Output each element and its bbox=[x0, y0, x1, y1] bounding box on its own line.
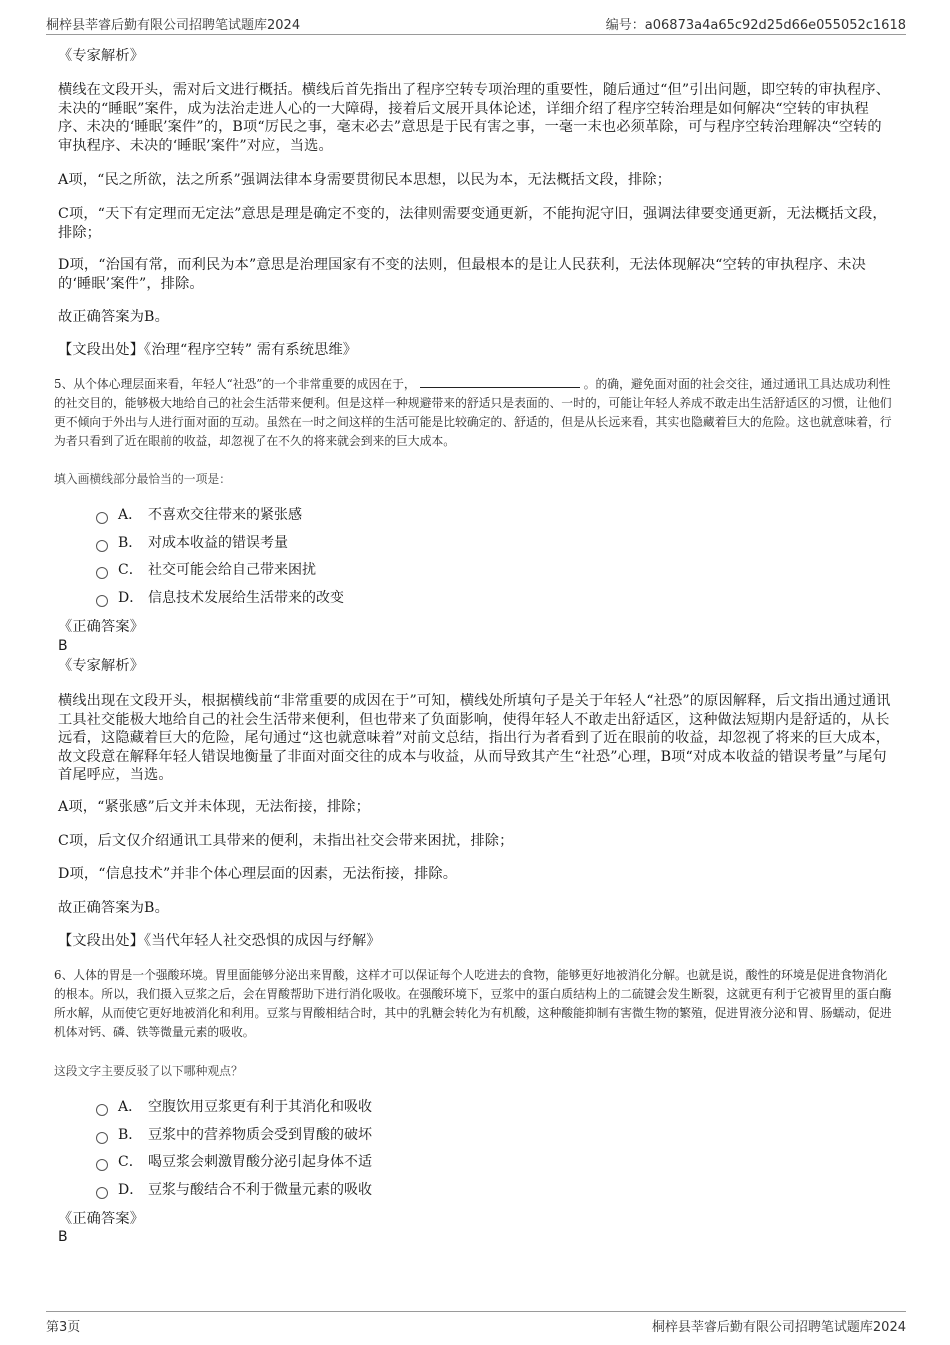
q5-option-b[interactable] bbox=[96, 531, 288, 553]
option-text: 喝豆浆会刺激胃酸分泌引起身体不适 bbox=[148, 1154, 372, 1170]
answer-blank bbox=[420, 377, 580, 388]
q6-answer: B bbox=[58, 1229, 68, 1245]
q4-analysis: 横线在文段开头，需对后文进行概括。横线后首先指出了程序空转专项治理的重要性，随后通过“但”引出问题，即空转的审执程序、未决的“睡眠”案件，成为法治走进人心的一大障碍，接着后文展开具体论述，详细介绍了程序空转治理是如何解决“空转的审执程序、未决的‘睡眠’案件”的，B项“厉民之事，毫末必去”意思是于民有害之事，一毫一末也必须革除，可与程序空转治理解决“空转的审执程序、未决的‘睡眠’案件”对应，当选。 bbox=[58, 82, 891, 154]
q4-option-c-analysis: C项，“天下有定理而无定法”意思是理是确定不变的，法律则需要变通更新，不能拘泥守旧，强调法律要变通更新，无法概括文段，排除； bbox=[58, 206, 887, 241]
q4-source: 【文段出处】《治理“程序空转” 需有系统思维》 bbox=[58, 342, 358, 358]
page-header bbox=[46, 14, 906, 35]
q5-stem-after: 。的确，避免面对面的社会交往，通过通讯工具达成功利性的社交目的，能够极大地给自己的社会生活带来便利。但是这样一种规避带来的舒适只是表面的、一时的，可能让年轻人养成不敢走出生活舒适区的习惯，让他们更不倾向于外出与人进行面对面的互动。虽然在一时之间这样的生活可能是比较确定的、舒适的，但是从长远来看，其实也隐藏着巨大的危险。这也就意味着，行为者只看到了近在眼前的收益，却忽视了在不久的将来就会到来的巨大成本。 bbox=[54, 377, 892, 448]
q5-option-a-analysis: A项，“紧张感”后文并未体现，无法衔接，排除； bbox=[58, 799, 370, 815]
radio-icon[interactable] bbox=[96, 595, 108, 607]
q4-conclusion: 故正确答案为B。 bbox=[58, 309, 169, 325]
q5-answer: B bbox=[58, 638, 68, 654]
option-text: 信息技术发展给生活带来的改变 bbox=[148, 590, 344, 606]
q5-option-c-analysis: C项，后文仅介绍通讯工具带来的便利，未指出社交会带来困扰，排除； bbox=[58, 833, 514, 849]
radio-icon[interactable] bbox=[96, 567, 108, 579]
q5-stem bbox=[54, 375, 894, 451]
option-text: 对成本收益的错误考量 bbox=[148, 535, 288, 551]
q5-expert-label: 《专家解析》 bbox=[58, 658, 145, 674]
q5-prompt: 填入画横线部分最恰当的一项是： bbox=[54, 472, 231, 486]
option-letter: D． bbox=[118, 1182, 144, 1198]
q5-answer-label: 《正确答案》 bbox=[58, 619, 145, 635]
q4-option-a-analysis: A项，“民之所欲，法之所系”强调法律本身需要贯彻民本思想，以民为本，无法概括文段，排除； bbox=[58, 172, 672, 188]
option-text: 豆浆中的营养物质会受到胃酸的破坏 bbox=[148, 1127, 372, 1143]
q5-option-d-analysis: D项，“信息技术”并非个体心理层面的因素，无法衔接，排除。 bbox=[58, 866, 458, 882]
q6-answer-label: 《正确答案》 bbox=[58, 1211, 145, 1227]
q5-option-a[interactable] bbox=[96, 503, 302, 525]
option-letter: C． bbox=[118, 1154, 143, 1170]
q5-option-d[interactable] bbox=[96, 586, 344, 608]
option-letter: A． bbox=[118, 1099, 143, 1115]
radio-icon[interactable] bbox=[96, 512, 108, 524]
option-letter: D． bbox=[118, 590, 144, 606]
radio-icon[interactable] bbox=[96, 1159, 108, 1171]
option-letter: A． bbox=[118, 507, 143, 523]
header-serial: 编号：a06873a4a65c92d25d66e055052c1618 bbox=[605, 18, 906, 33]
option-letter: B． bbox=[118, 1127, 143, 1143]
option-text: 空腹饮用豆浆更有利于其消化和吸收 bbox=[148, 1099, 372, 1115]
q5-source: 【文段出处】《当代年轻人社交恐惧的成因与纾解》 bbox=[58, 933, 381, 949]
header-title: 桐梓县莘睿后勤有限公司招聘笔试题库2024 bbox=[46, 18, 301, 33]
option-letter: B． bbox=[118, 535, 143, 551]
q6-option-a[interactable] bbox=[96, 1095, 372, 1117]
q6-option-b[interactable] bbox=[96, 1123, 372, 1145]
page-footer bbox=[46, 1311, 906, 1336]
page-number: 第3页 bbox=[46, 1320, 81, 1335]
q6-option-d[interactable] bbox=[96, 1178, 372, 1200]
radio-icon[interactable] bbox=[96, 1104, 108, 1116]
radio-icon[interactable] bbox=[96, 540, 108, 552]
q5-stem-before: 5、从个体心理层面来看，年轻人“社恐”的一个非常重要的成因在于， bbox=[54, 377, 416, 391]
radio-icon[interactable] bbox=[96, 1132, 108, 1144]
option-text: 豆浆与酸结合不利于微量元素的吸收 bbox=[148, 1182, 372, 1198]
q5-option-c[interactable] bbox=[96, 558, 316, 580]
option-text: 社交可能会给自己带来困扰 bbox=[148, 562, 316, 578]
q6-stem: 6、人体的胃是一个强酸环境。胃里面能够分泌出来胃酸，这样才可以保证每个人吃进去的食物，能够更好地被消化分解。也就是说，酸性的环境是促进食物消化的根本。所以，我们摄入豆浆之后，会在胃酸帮助下进行消化吸收。在强酸环境下，豆浆中的蛋白质结构上的二硫键会发生断裂，这就更有利于它被胃里的蛋白酶所水解，从而使它更好地被消化和利用。豆浆与胃酸相结合时，其中的乳糖会转化为有机酸，这种酸能抑制有害微生物的繁殖，促进胃液分泌和胃、肠蠕动，促进机体对钙、磷、铁等微量元素的吸收。 bbox=[54, 968, 892, 1039]
q5-analysis: 横线出现在文段开头，根据横线前“非常重要的成因在于”可知，横线处所填句子是关于年轻人“社恐”的原因解释，后文指出通过通讯工具社交能极大地给自己的社会生活带来便利，但也带来了负面影响，使得年轻人不敢走出舒适区，这种做法短期内是舒适的，从长远看，这隐藏着巨大的危险，尾句通过“这也就意味着”对前文总结，指出行为者看到了近在眼前的收益，却忽视了将来的巨大成本，故文段意在解释年轻人错误地衡量了非面对面交往的成本与收益，从而导致其产生“社恐”心理，B项“对成本收益的错误考量”与尾句首尾呼应，当选。 bbox=[58, 693, 891, 783]
option-letter: C． bbox=[118, 562, 143, 578]
option-text: 不喜欢交往带来的紧张感 bbox=[148, 507, 302, 523]
q5-conclusion: 故正确答案为B。 bbox=[58, 900, 169, 916]
radio-icon[interactable] bbox=[96, 1187, 108, 1199]
q4-option-d-analysis: D项，“治国有常，而利民为本”意思是治理国家有不变的法则，但最根本的是让人民获利，无法体现解决“空转的审执程序、未决的‘睡眠’案件”，排除。 bbox=[58, 257, 866, 292]
q4-expert-label: 《专家解析》 bbox=[58, 48, 145, 64]
q6-option-c[interactable] bbox=[96, 1150, 372, 1172]
q6-prompt: 这段文字主要反驳了以下哪种观点？ bbox=[54, 1064, 243, 1078]
footer-title: 桐梓县莘睿后勤有限公司招聘笔试题库2024 bbox=[651, 1320, 906, 1335]
